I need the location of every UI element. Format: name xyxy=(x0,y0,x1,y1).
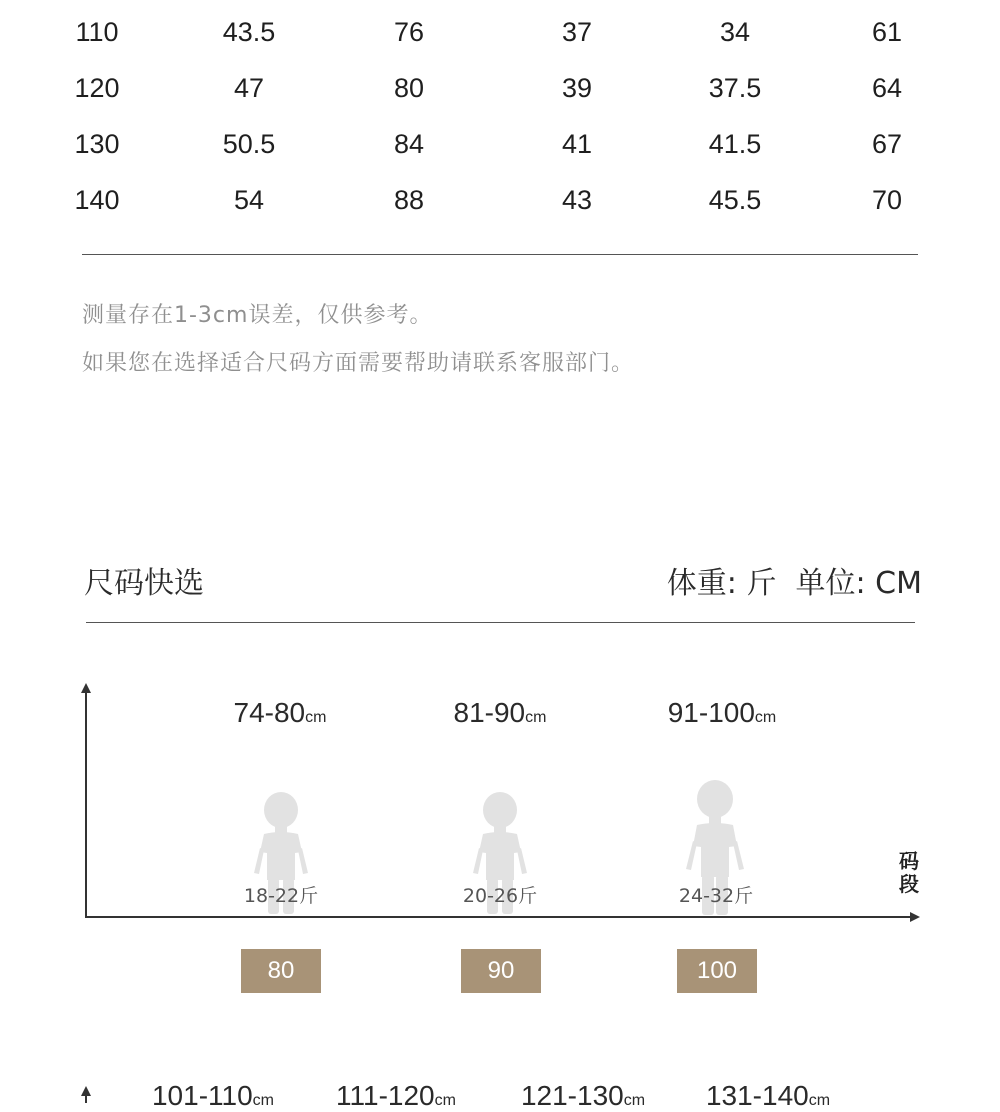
table-cell: 47 xyxy=(233,73,265,103)
units-label: 体重: 斤 单位: CM xyxy=(666,566,922,601)
quick-select-title: 尺码快选 xyxy=(84,566,204,601)
chart-y-axis xyxy=(85,690,87,918)
table-cell: 67 xyxy=(871,129,903,159)
size-badge: 80 xyxy=(241,949,321,993)
height-range-value: 121-130 xyxy=(520,1080,624,1111)
x-axis-arrow-icon xyxy=(910,912,920,922)
height-range-label xyxy=(668,1080,868,1112)
section-divider xyxy=(86,622,915,623)
table-row xyxy=(0,116,1000,172)
height-unit: cm xyxy=(623,1092,646,1109)
table-cell: 80 xyxy=(393,73,425,103)
weight-range-label: 18-22斤 xyxy=(243,885,319,907)
height-range-label xyxy=(296,1080,496,1112)
table-cell: 76 xyxy=(393,17,425,47)
table-bottom-divider xyxy=(82,254,918,255)
table-cell: 37.5 xyxy=(708,73,762,103)
table-row xyxy=(0,4,1000,60)
height-range-label xyxy=(400,697,600,729)
table-cell: 50.5 xyxy=(222,129,276,159)
table-cell: 39 xyxy=(561,73,593,103)
height-range-value: 111-120 xyxy=(336,1080,435,1111)
table-cell: 140 xyxy=(74,185,120,215)
weight-range-label: 24-32斤 xyxy=(678,885,754,907)
height-range-label xyxy=(622,697,822,729)
next-chart-y-axis xyxy=(85,1093,87,1103)
table-cell: 70 xyxy=(871,185,903,215)
table-cell: 41.5 xyxy=(708,129,762,159)
table-cell: 84 xyxy=(393,129,425,159)
table-cell: 45.5 xyxy=(708,185,762,215)
measurement-note: 测量存在1-3cm误差，仅供参考。 xyxy=(82,303,433,328)
table-cell: 34 xyxy=(719,17,751,47)
height-range-value: 91-100 xyxy=(667,697,755,728)
table-cell: 61 xyxy=(871,17,903,47)
axis-label-size-range: 码段 xyxy=(899,849,919,896)
height-range-label xyxy=(180,697,380,729)
height-range-value: 101-110 xyxy=(151,1080,253,1111)
height-range-label xyxy=(113,1080,313,1112)
height-range-value: 81-90 xyxy=(453,697,526,728)
table-row xyxy=(0,60,1000,116)
height-unit: cm xyxy=(808,1092,831,1109)
table-cell: 41 xyxy=(561,129,593,159)
table-cell: 43.5 xyxy=(222,17,276,47)
height-unit: cm xyxy=(305,709,327,726)
table-cell: 120 xyxy=(74,73,120,103)
help-note: 如果您在选择适合尺码方面需要帮助请联系客服部门。 xyxy=(82,351,635,376)
height-unit: cm xyxy=(252,1092,274,1109)
table-cell: 88 xyxy=(393,185,425,215)
height-unit: cm xyxy=(434,1092,456,1109)
height-unit: cm xyxy=(525,709,547,726)
table-cell: 64 xyxy=(871,73,903,103)
table-cell: 130 xyxy=(74,129,120,159)
table-cell: 54 xyxy=(233,185,265,215)
size-badge: 100 xyxy=(677,949,757,993)
height-unit: cm xyxy=(754,709,777,726)
y-axis-arrow-icon xyxy=(81,683,91,693)
table-row xyxy=(0,172,1000,228)
height-range-value: 74-80 xyxy=(233,697,306,728)
table-cell: 37 xyxy=(561,17,593,47)
weight-range-label: 20-26斤 xyxy=(462,885,538,907)
height-range-label xyxy=(483,1080,683,1112)
size-badge: 90 xyxy=(461,949,541,993)
table-cell: 43 xyxy=(561,185,593,215)
height-range-value: 131-140 xyxy=(705,1080,809,1111)
table-cell: 110 xyxy=(75,17,119,47)
